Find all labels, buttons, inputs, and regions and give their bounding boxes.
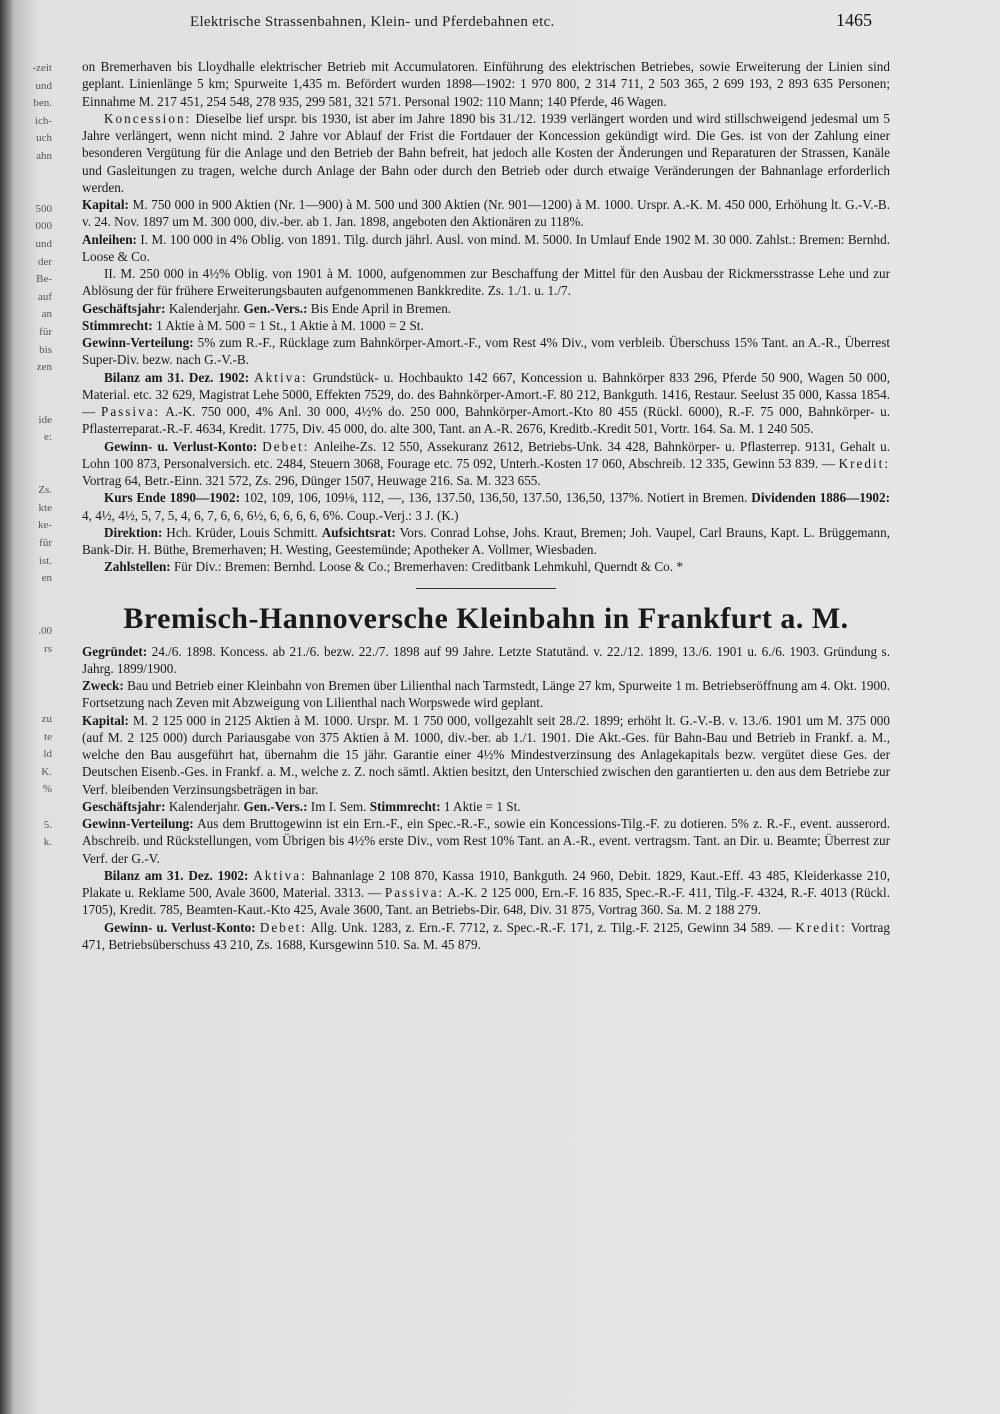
margin-fragment: ben. xyxy=(33,97,52,110)
field-label: Zahlstellen: xyxy=(104,559,171,575)
margin-fragment: zu xyxy=(41,712,52,725)
gewinn-verteilung-paragraph: Gewinn-Verteilung: 5% zum R.-F., Rücklage zum Bahnkörper-Amort.-F., vom Rest 4% Div., vom verbleib. Überschuss 15% Tant. an A.-R., Überrest Super-Div. bezw. nach G.-V.-B. xyxy=(82,335,890,368)
field-label: Gen.-Vers.: xyxy=(243,798,308,814)
field-label: Kredit: xyxy=(838,455,890,471)
field-label: Gewinn-Verteilung: xyxy=(82,816,194,831)
margin-fragment: Be- xyxy=(36,273,52,286)
anleihen-paragraph: Anleihen: I. M. 100 000 in 4% Oblig. von 1891. Tilg. durch jährl. Ausl. von mind. M. 5000. In Umlauf Ende 1902 M. 30 000. Zahlst.: Bremen: Bernhd. Loose & Co. xyxy=(82,231,890,264)
margin-fragment: und xyxy=(35,237,52,250)
page-content xyxy=(82,58,890,953)
gegruendet-paragraph: Gegründet: 24./6. 1898. Koncess. ab 21./6. bezw. 22./7. 1898 auf 99 Jahre. Letzte Statutänd. v. 22./12. 1899, 13./6. 1901 u. 6./6. 1903. Gründung s. Jahrg. 1899/1900. xyxy=(82,643,890,676)
margin-fragment: ich- xyxy=(34,114,52,127)
margin-fragment: ke- xyxy=(37,519,52,532)
field-label: Direktion: xyxy=(104,524,163,540)
field-label: Geschäftsjahr: xyxy=(82,798,166,814)
zweck-paragraph: Zweck: Bau und Betrieb einer Kleinbahn von Bremen über Lilienthal nach Tarmstedt, Länge 27 km, Spurweite 1 m. Betriebseröffnung am 4. Okt. 1900. Fortsetzung nach Zeven mit Abzweigung von Lilienthal nach Worpswede wird geplant. xyxy=(82,678,890,711)
margin-fragment: für xyxy=(39,325,52,338)
bilanz-paragraph: Bilanz am 31. Dez. 1902: Aktiva: Grundstück- u. Hochbaukto 142 667, Koncession u. Bahnkörper 833 296, Pferde 50 900, Wagen 50 000, Material. etc. 32 629, Magistrat Lehe 5000, Effekten 7529, do. des Bahnkörper-Amort.-F. 80 212, Bankguth. 1416, Restaur. Seelust 35 000, Kassa 1854. — Passiva: A.-K. 750 000, 4% Anl. 30 000, 4½% do. 250 000, Bahnkörper-Amort.-Kto 80 455 (Rückl. 6000), R.-F. 75 000, Bahnkörper- u. Pflasterreparat.-R.-F. 4634, Kredit. 1775, Div. 45 000, do. alte 300, Tant. an A.-R. 2676, Kreditb.-Kredit 501, Vortr. 164. Sa. M. 1 240 505. xyxy=(82,369,891,437)
field-label: Gen.-Vers.: xyxy=(243,300,308,316)
geschaeftsjahr-paragraph: Geschäftsjahr: Kalenderjahr. Gen.-Vers.: Bis Ende April in Bremen. xyxy=(82,300,452,316)
running-title: Elektrische Strassenbahnen, Klein- und Pferdebahnen etc. xyxy=(190,14,555,30)
field-label: Debet: xyxy=(262,438,310,454)
margin-fragment xyxy=(0,394,56,412)
field-label: Aktiva: xyxy=(254,369,308,385)
field-label: Passiva: xyxy=(100,404,161,419)
margin-fragment xyxy=(0,447,56,465)
margin-fragment: 500 xyxy=(35,202,52,215)
margin-fragment xyxy=(0,588,56,606)
margin-fragment: ist. xyxy=(38,554,52,567)
field-label: Koncession: xyxy=(104,110,192,126)
margin-fragment: für xyxy=(39,537,52,550)
field-label: Bilanz am 31. Dez. 1902: xyxy=(104,369,250,385)
field-label: Zweck: xyxy=(82,678,124,693)
margin-fragment xyxy=(0,658,56,676)
direktion-paragraph: Direktion: Hch. Krüder, Louis Schmitt. Aufsichtsrat: Vors. Conrad Lohse, Johs. Kraut, Bremen; Joh. Vaupel, Carl Brauns, Kapt. L. Brüggemann, Bank-Dir. H. Büthe, Bremerhaven; H. Westing, Geestemünde; Apotheker A. Vollmer, Wiesbaden. xyxy=(82,524,890,557)
margin-fragment: % xyxy=(42,783,52,796)
field-label: Anleihen: xyxy=(82,231,137,247)
margin-fragment: 5. xyxy=(43,818,52,831)
margin-fragment: K. xyxy=(41,765,52,778)
margin-fragment: ld xyxy=(43,748,52,761)
zahlstellen-paragraph: Zahlstellen: Für Div.: Bremen: Bernhd. Loose & Co.; Bremerhaven: Creditbank Lehmkuhl, Querndt & Co. * xyxy=(104,559,683,575)
page-number: 1465 xyxy=(836,10,872,30)
margin-fragment: und xyxy=(35,79,52,92)
koncession-paragraph: Koncession: Dieselbe lief urspr. bis 1930, ist aber im Jahre 1890 bis 31./12. 1939 verlängert worden und wird stillschweigend jedesmal um 5 Jahre verlängert, wenn nicht mind. 2 Jahre vor Ablauf der Frist die Fortdauer der Koncession gekündigt wird. Die Ges. ist von der Zahlung einer besonderen Vergütung für die Anlage und den Betrieb der Bahn befreit, hat jedoch alle Kosten der Änderungen und Reparaturen der Strassen, Kanäle und Gasleitungen zu tragen, welche durch Anlage der Bahn oder durch den Betrieb oder durch etwaige Veränderungen der Bahnanlage erforderlich werden. xyxy=(82,110,890,195)
margin-fragment: 000 xyxy=(35,220,52,233)
margin-fragment: kte xyxy=(38,501,52,514)
margin-fragment: .00 xyxy=(38,625,52,637)
geschaeftsjahr-paragraph: Geschäftsjahr: Kalenderjahr. Gen.-Vers.: Im I. Sem. Stimmrecht: 1 Aktie = 1 St. xyxy=(82,798,521,814)
field-label: Bilanz am 31. Dez. 1902: xyxy=(104,867,249,883)
margin-fragment xyxy=(0,166,56,184)
kapital-paragraph: Kapital: M. 2 125 000 in 2125 Aktien à M. 1000. Urspr. M. 1 750 000, vollgezahlt seit 28./2. 1899; erhöht lt. G.-V.-B. v. 13./6. 1901 um M. 375 000 (auf M. 2 125 000) durch Pariausgabe von 375 Aktien à M. 1000, div.-ber. ab 1./1. 1901. Die Akt.-Ges. für Bahn-Bau und Betrieb in Frankf. a. M., welche den Bau ausgeführt hat, übernahm die 15 jähr. Garantie einer 4½% Mindestverzinsung des Anlagekapitals bezw. vergütet diese Ges. der Deutschen Eisenb.-Ges. in Frankf. a. M., welche z. Z. noch sämtl. Aktien besitzt, den Unterschied zwischen den garantierten u. den aus dem Betriebe zur Verf. bleibenden Verzinsungsbeträgen in bar. xyxy=(82,712,890,797)
margin-fragment xyxy=(0,693,56,711)
stimmrecht-paragraph: Stimmrecht: 1 Aktie à M. 500 = 1 St., 1 Aktie à M. 1000 = 2 St. xyxy=(82,317,424,333)
field-label: Kredit: xyxy=(795,919,847,935)
margin-fragment: Zs. xyxy=(38,484,52,497)
margin-fragment: ide xyxy=(38,413,52,426)
field-label: Gewinn- u. Verlust-Konto: xyxy=(104,438,258,454)
margin-fragment: uch xyxy=(36,132,52,145)
adjacent-page-margin xyxy=(0,60,56,1400)
margin-fragment: bis xyxy=(39,343,52,356)
margin-fragment: -zeit xyxy=(32,62,52,74)
section-title: Bremisch-Hannoversche Kleinbahn in Frankfurt a. M. xyxy=(123,601,849,635)
guv-paragraph: Gewinn- u. Verlust-Konto: Debet: Anleihe-Zs. 12 550, Assekuranz 2612, Betriebs-Unk. 34 428, Bahnkörper- u. Pflasterrep. 9131, Gehalt u. Lohn 100 873, Personalversich. etc. 2484, Steuern 3068, Fourage etc. 75 092, Unterh.-Kosten 17 060, Abschreib. 12 335, Gewinn 53 839. — Kredit: Vortrag 64, Betr.-Einn. 321 572, Zs. 296, Dünger 1507, Heuwage 216. Sa. M. 323 655. xyxy=(82,438,891,488)
margin-fragment: auf xyxy=(37,290,52,303)
bilanz-paragraph: Bilanz am 31. Dez. 1902: Aktiva: Bahnanlage 2 108 870, Kassa 1910, Bankguth. 24 960, Debit. 1829, Kaut.-Eff. 43 485, Kleiderkasse 210, Plakate u. Reklame 500, Avale 3600, Material. 3313. — Passiva: A.-K. 2 125 000, Ern.-F. 16 835, Spec.-R.-F. 411, Tilg.-F. 4324, R.-F. 4013 (Rückl. 1705), Kredit. 785, Beamten-Kaut.-Kto 425, Avale 3600, Tant. an Betriebs-Dir. 648, Div. 31 875, Vortrag 360. Sa. M. 2 188 279. xyxy=(82,867,891,918)
margin-fragment xyxy=(0,183,56,201)
margin-fragment: zen xyxy=(36,361,52,374)
margin-fragment: ahn xyxy=(36,149,52,162)
field-label: Aktiva: xyxy=(253,867,307,883)
field-label: Stimmrecht: xyxy=(369,798,441,814)
field-label: Gewinn- u. Verlust-Konto: xyxy=(104,919,256,935)
margin-fragment xyxy=(0,377,56,395)
field-label: Kurs Ende 1890—1902: xyxy=(104,490,240,506)
margin-fragment: k. xyxy=(43,836,52,849)
guv-paragraph: Gewinn- u. Verlust-Konto: Debet: Allg. Unk. 1283, z. Ern.-F. 7712, z. Spec.-R.-F. 171, z. Tilg.-F. 2125, Gewinn 34 589. — Kredit: Vortrag 471, Betriebsüberschuss 43 210, Zs. 1688, Kursgewinn 510. Sa. M. 45 879. xyxy=(82,919,891,952)
field-label: Gegründet: xyxy=(82,643,148,659)
kurs-paragraph: Kurs Ende 1890—1902: 102, 109, 106, 109⅛, 112, —, 136, 137.50, 136,50, 137.50, 136,50, 137%. Notiert in Bremen. Dividenden 1886—1902: 4, 4½, 4½, 5, 7, 5, 4, 6, 7, 6, 6, 6½, 6, 6, 6, 6, 6%. Coup.-Verj.: 3 J. (K.) xyxy=(82,490,890,523)
margin-fragment: te xyxy=(44,730,52,743)
intro-paragraph: on Bremerhaven bis Lloydhalle elektrischer Betrieb mit Accumulatoren. Einführung des elektrischen Betriebes, sowie Erweiterung der Linien sind geplant. Linienlänge 5 km; Spurweite 1,435 m. Befördert wurden 1898—1902: 1 970 800, 2 314 711, 2 503 365, 2 699 193, 2 893 635 Personen; Einnahme M. 217 451, 254 548, 278 935, 299 581, 321 571. Personal 1902: 110 Mann; 140 Pferde, 46 Wagen. xyxy=(82,59,890,109)
margin-fragment xyxy=(0,799,56,817)
field-label: Kapital: xyxy=(82,712,129,728)
margin-fragment xyxy=(0,605,56,623)
field-label: Dividenden 1886—1902: xyxy=(751,490,890,506)
field-label: Stimmrecht: xyxy=(82,317,153,333)
anleihen-2-paragraph: II. M. 250 000 in 4½% Oblig. von 1901 à M. 1000, aufgenommen zur Beschaffung der Mittel für den Ausbau der Rickmersstrasse Lehe und zur Ablösung der für frühere Erweiterungsbauten aufgenommenen Bankkredite. Zs. 1./1. u. 1./7. xyxy=(82,266,890,299)
margin-fragment: rs xyxy=(44,642,52,655)
gewinn-verteilung-paragraph: Gewinn-Verteilung: Aus dem Bruttogewinn ist ein Ern.-F., ein Spec.-R.-F., sowie ein Koncessions-Tilg.-F. zu dotieren. 5% z. R.-F., event. ausserord. Abschreib. und Rückstellungen, vom Übrigen bis 4½% erste Div., vom Rest 10% Tant. an A.-R., event. vertragsm. Tant. an Dir. u. Beamte; Überrest zur Verf. der G.-V. xyxy=(82,816,890,866)
field-label: Kapital: xyxy=(82,197,129,212)
margin-fragment: der xyxy=(37,255,52,268)
margin-fragment: en xyxy=(41,572,52,585)
field-label: Passiva: xyxy=(384,885,445,900)
kapital-paragraph: Kapital: M. 750 000 in 900 Aktien (Nr. 1—900) à M. 500 und 300 Aktien (Nr. 901—1200) à M. 1000. Urspr. A.-K. M. 450 000, Erhöhung lt. G.-V.-B. v. 24. Nov. 1897 um M. 300 000, div.-ber. ab 1. Jan. 1898, angeboten den Aktionären zu 118%. xyxy=(82,197,890,230)
field-label: Debet: xyxy=(259,919,308,935)
margin-fragment: an xyxy=(41,308,52,321)
margin-fragment xyxy=(0,465,56,483)
field-label: Gewinn-Verteilung: xyxy=(82,335,194,350)
field-label: Aufsichtsrat: xyxy=(321,524,396,540)
margin-fragment: e: xyxy=(44,431,52,444)
field-label: Geschäftsjahr: xyxy=(82,300,166,316)
section-divider xyxy=(416,588,556,589)
margin-fragment xyxy=(0,676,56,694)
